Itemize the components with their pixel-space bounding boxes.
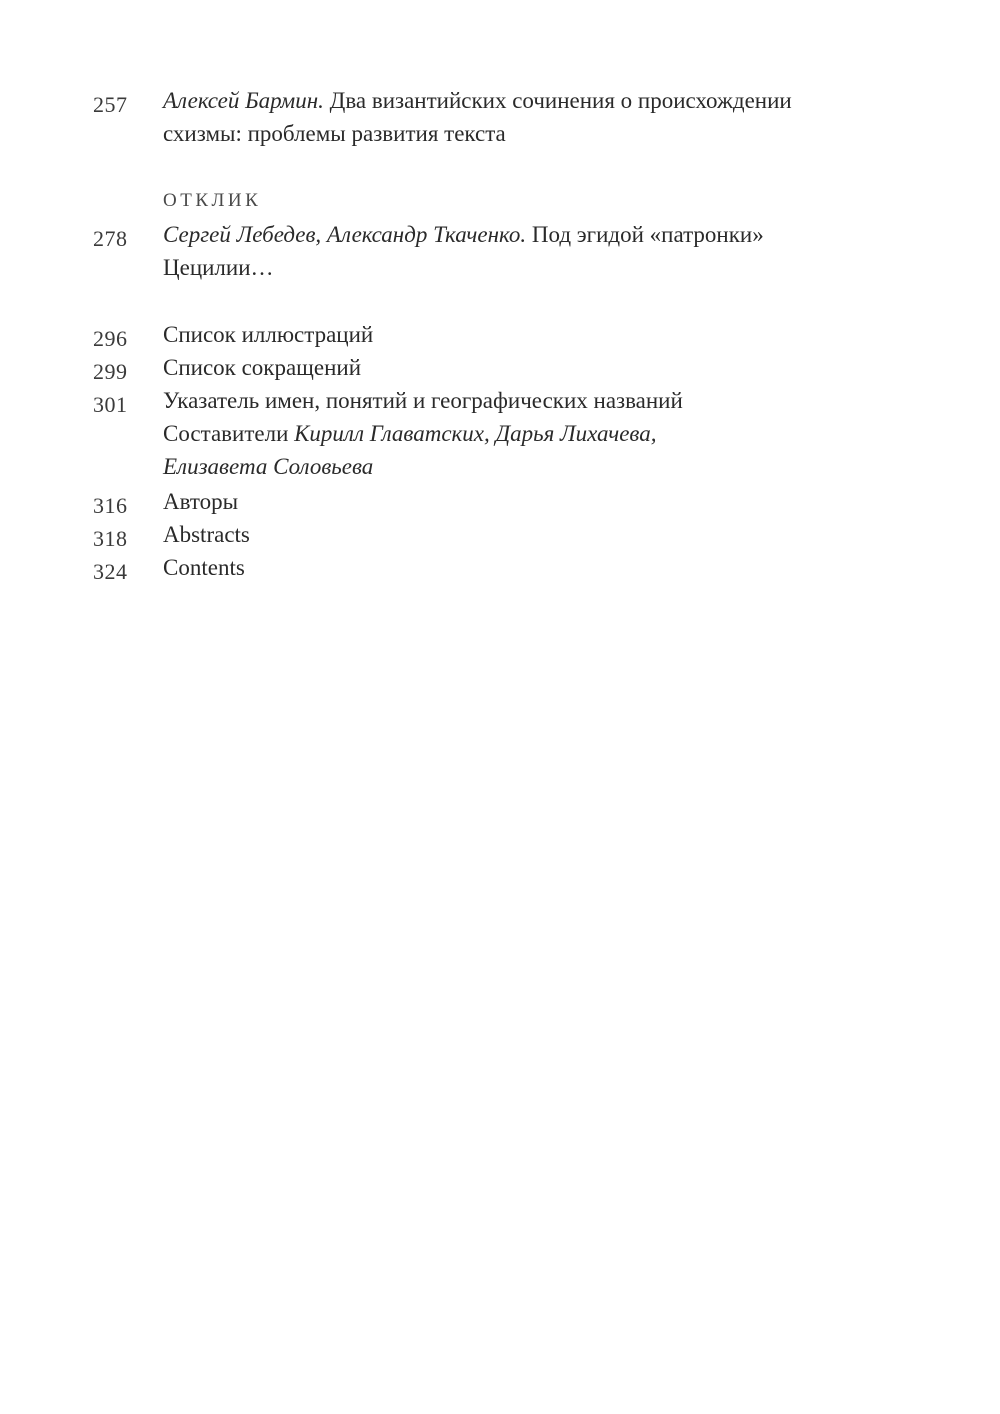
toc-entry-text bbox=[163, 218, 953, 284]
toc-compilers-line bbox=[163, 417, 953, 450]
section-heading: ОТКЛИК bbox=[163, 190, 262, 211]
toc-title-continuation: Цецилии… bbox=[163, 255, 274, 280]
toc-page-number: 278 bbox=[93, 226, 128, 251]
toc-entry-text bbox=[163, 485, 953, 518]
toc-entry-text bbox=[163, 384, 953, 483]
toc-entry-text bbox=[163, 318, 953, 351]
toc-title: Авторы bbox=[163, 489, 239, 514]
toc-page-number: 301 bbox=[93, 392, 128, 417]
toc-entry-text bbox=[163, 84, 953, 150]
toc-title: Abstracts bbox=[163, 522, 250, 547]
toc-entry-line bbox=[163, 84, 953, 117]
toc-title: Под эгидой «патронки» bbox=[531, 222, 764, 247]
toc-compilers-prefix: Составители bbox=[163, 421, 289, 446]
toc-title: Указатель имен, понятий и географических названий bbox=[163, 388, 683, 413]
toc-page-number: 296 bbox=[93, 326, 128, 351]
toc-title: Список иллюстраций bbox=[163, 322, 374, 347]
toc-page-number: 299 bbox=[93, 359, 128, 384]
toc-page-number: 318 bbox=[93, 526, 128, 551]
toc-author: Алексей Бармин. bbox=[163, 88, 324, 113]
toc-author: Сергей Лебедев, Александр Ткаченко. bbox=[163, 222, 527, 247]
toc-entry-line bbox=[163, 218, 953, 251]
toc-title: Список сокращений bbox=[163, 355, 362, 380]
toc-page-number: 257 bbox=[93, 92, 128, 117]
toc-page-number: 324 bbox=[93, 559, 128, 584]
toc-page-number: 316 bbox=[93, 493, 128, 518]
toc-entry-text bbox=[163, 351, 953, 384]
toc-entry-text bbox=[163, 551, 953, 584]
toc-title: Два византийских сочинения о происхождении bbox=[329, 88, 792, 113]
toc-entry-text bbox=[163, 518, 953, 551]
toc-author: Елизавета Соловьева bbox=[163, 454, 374, 479]
toc-author: Кирилл Главатских, Дарья Лихачева, bbox=[294, 421, 657, 446]
toc-title-continuation: схизмы: проблемы развития текста bbox=[163, 121, 506, 146]
toc-title: Contents bbox=[163, 555, 245, 580]
